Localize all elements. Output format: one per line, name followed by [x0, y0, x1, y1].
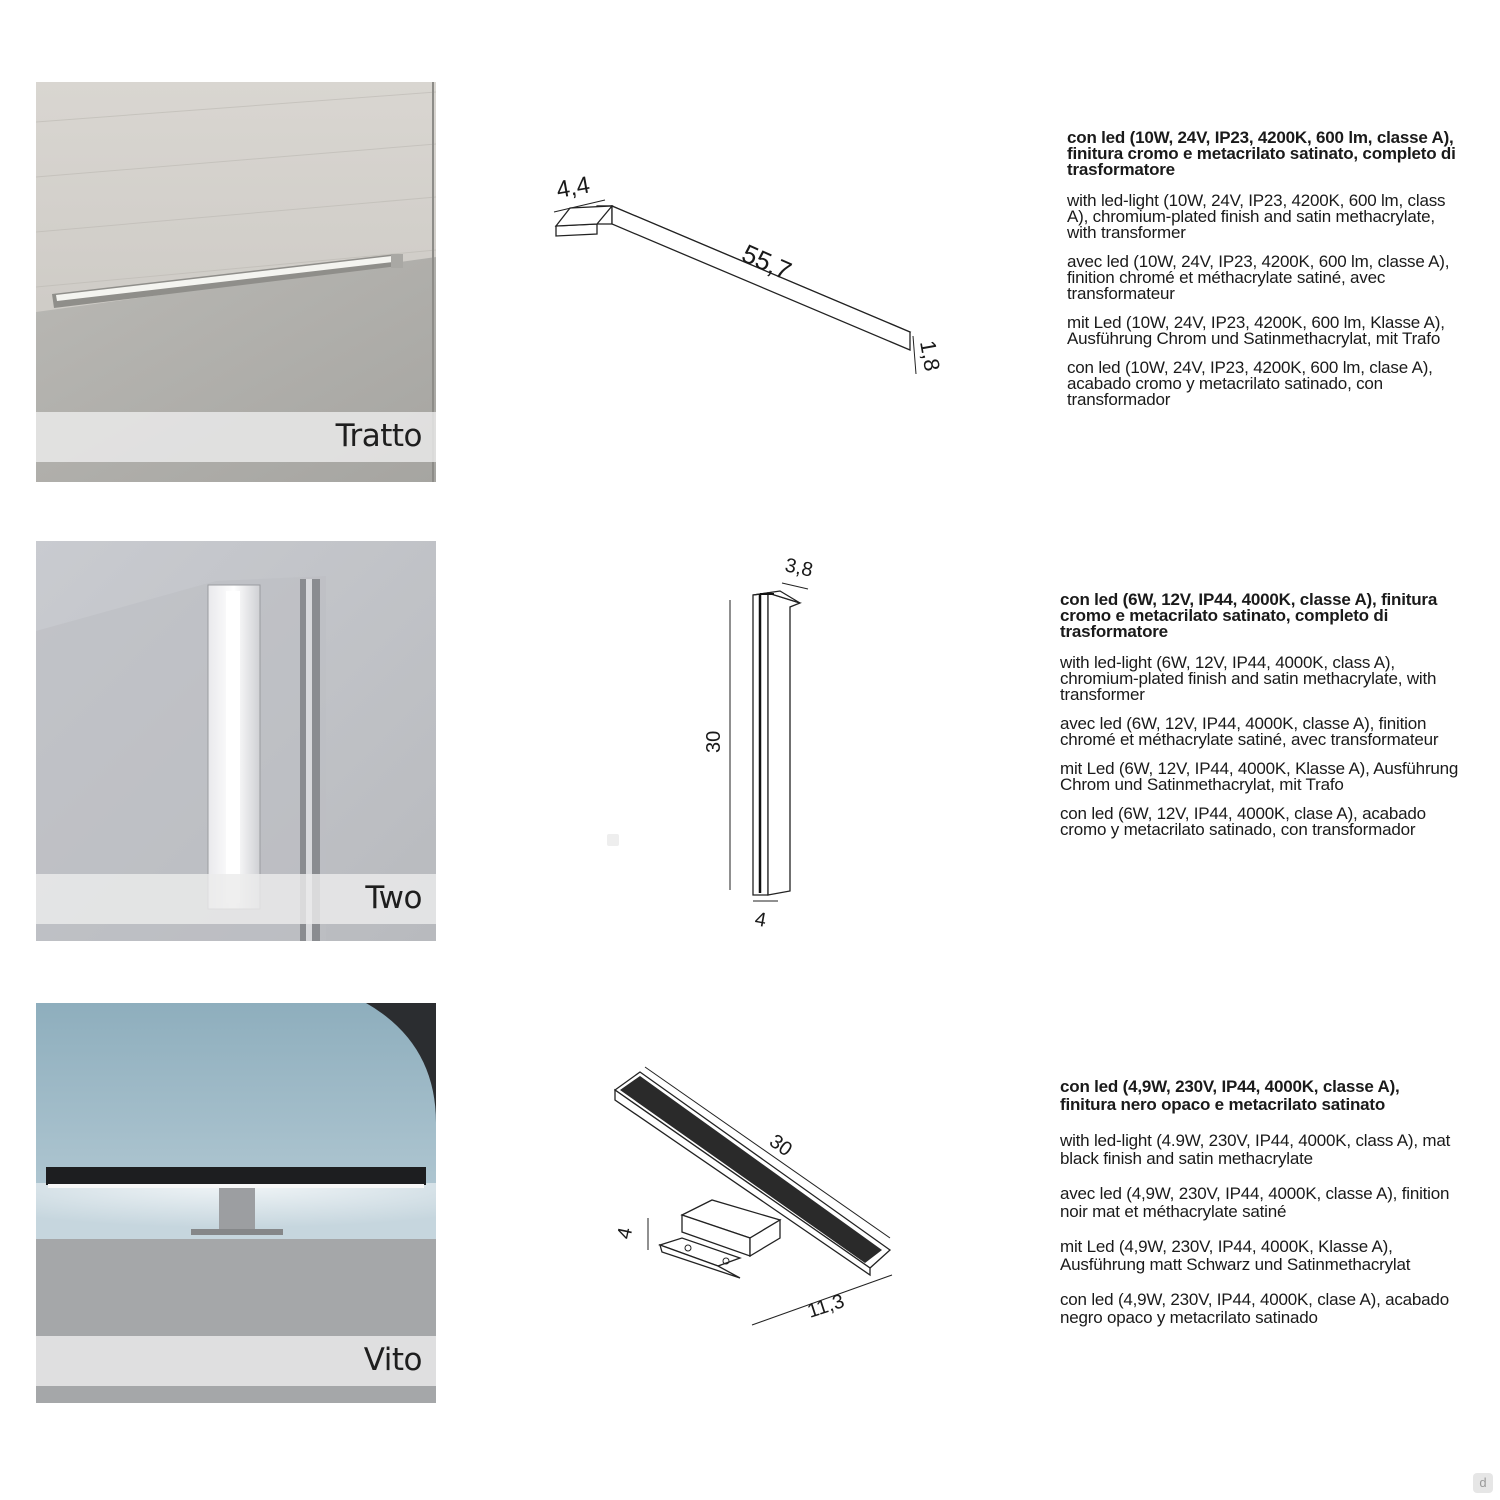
spec-english: with led-light (4.9W, 230V, IP44, 4000K, class A), mat black finish and satin methacrylate	[1060, 1131, 1451, 1168]
spec-spanish: con led (10W, 24V, IP23, 4200K, 600 lm, clase A), acabado cromo y metacrilato satinado, con transformador	[1067, 358, 1433, 409]
product-name: Two	[365, 880, 422, 916]
two-technical-drawing	[690, 545, 840, 940]
spec-italian: con led (6W, 12V, IP44, 4000K, classe A), finitura cromo e metacrilato satinato, completo di trasformatore	[1060, 590, 1438, 641]
marker-dot	[607, 834, 619, 846]
dimension-length: 30	[765, 1130, 796, 1162]
dimension-height: 30	[703, 730, 725, 753]
spec-german: mit Led (10W, 24V, IP23, 4200K, 600 lm, Klasse A), Ausführung Chrom und Satinmethacrylat, mit Trafo	[1067, 313, 1445, 348]
product-name: Tratto	[335, 418, 422, 454]
specs-tratto	[1067, 130, 1467, 421]
spec-spanish: con led (6W, 12V, IP44, 4000K, clase A), acabado cromo y metacrilato satinado, con transformador	[1060, 804, 1426, 839]
spec-spanish: con led (4,9W, 230V, IP44, 4000K, clase A), acabado negro opaco y metacrilato satinado	[1060, 1290, 1449, 1327]
specs-two	[1060, 592, 1460, 851]
dimension-length: 55,7	[737, 238, 796, 287]
product-name: Vito	[363, 1342, 422, 1378]
dimension-depth: 11,3	[804, 1290, 848, 1323]
spec-french: avec led (4,9W, 230V, IP44, 4000K, classe A), finition noir mat et méthacrylate satiné	[1060, 1184, 1450, 1221]
corner-badge: d	[1473, 1473, 1493, 1493]
specs-vito	[1060, 1078, 1460, 1344]
spec-english: with led-light (6W, 12V, IP44, 4000K, class A), chromium-plated finish and satin methacrylate, with transformer	[1060, 653, 1437, 704]
dimension-depth: 1,8	[915, 338, 946, 373]
tratto-technical-drawing	[540, 160, 960, 400]
dimension-depth: 3,8	[782, 554, 815, 582]
spec-italian: con led (4,9W, 230V, IP44, 4000K, classe A), finitura nero opaco e metacrilato satinato	[1060, 1077, 1400, 1114]
spec-english: with led-light (10W, 24V, IP23, 4200K, 600 lm, class A), chromium-plated finish and satin methacrylate, with transformer	[1067, 191, 1446, 242]
spec-german: mit Led (4,9W, 230V, IP44, 4000K, Klasse A), Ausführung matt Schwarz und Satinmethacrylat	[1060, 1237, 1411, 1274]
product-photo-two	[36, 541, 436, 941]
dimension-width: 4,4	[554, 171, 592, 204]
product-photo-vito	[36, 1003, 436, 1403]
spec-german: mit Led (6W, 12V, IP44, 4000K, Klasse A), Ausführung Chrom und Satinmethacrylat, mit Trafo	[1060, 759, 1459, 794]
spec-french: avec led (6W, 12V, IP44, 4000K, classe A), finition chromé et méthacrylate satiné, avec transformateur	[1060, 714, 1439, 749]
dimension-height: 4	[613, 1225, 638, 1242]
dimension-width: 4	[753, 908, 768, 932]
spec-french: avec led (10W, 24V, IP23, 4200K, 600 lm, classe A), finition chromé et méthacrylate satiné, avec transformateur	[1067, 252, 1450, 303]
vito-technical-drawing	[600, 1060, 900, 1330]
product-photo-tratto	[36, 82, 436, 482]
spec-italian: con led (10W, 24V, IP23, 4200K, 600 lm, classe A), finitura cromo e metacrilato satinato, completo di trasformatore	[1067, 128, 1456, 179]
product-name-band	[36, 874, 436, 924]
product-name-band	[36, 412, 436, 462]
product-name-band	[36, 1336, 436, 1386]
